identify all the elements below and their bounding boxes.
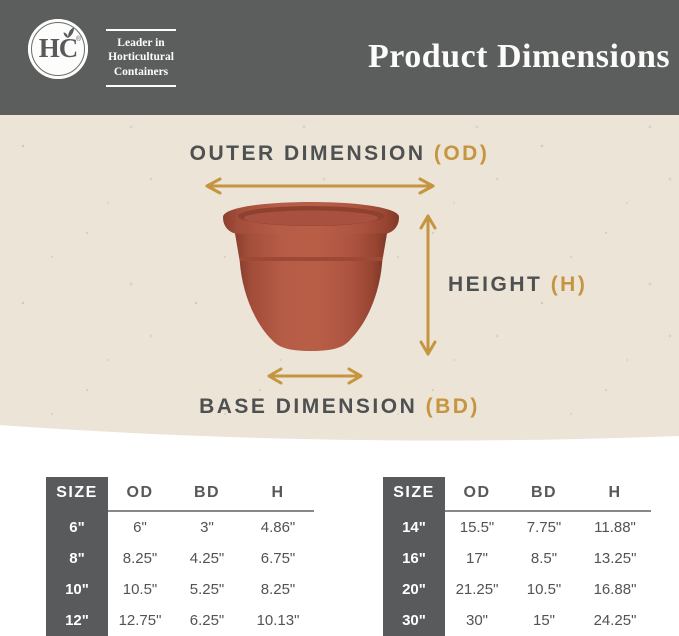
hc-logo [28, 19, 88, 79]
dimension-value-cell: 15" [532, 612, 555, 629]
dimension-value-cell: 4.86" [260, 519, 296, 536]
size-table-large [383, 477, 651, 636]
tagline-line: Horticultural [108, 51, 174, 64]
base-dimension-code: (BD) [425, 395, 480, 418]
outer-dimension-code: (OD) [433, 142, 490, 165]
dimension-value-cell: 15.5" [459, 519, 495, 536]
column-header-cell: BD [193, 484, 221, 501]
dimension-value-cell: 17" [465, 550, 488, 567]
dimension-value-cell: 10.5" [526, 581, 562, 598]
dimension-diagram [0, 115, 679, 450]
dimension-value-cell: 6.75" [260, 550, 296, 567]
header [0, 0, 679, 115]
page-title: Product Dimensions [368, 38, 671, 75]
dimension-value-cell: 11.88" [594, 519, 636, 536]
height-code: (H) [550, 273, 588, 296]
row-size-cell: 30" [383, 605, 445, 636]
row-size-cell: 20" [383, 574, 445, 605]
logo-tagline [101, 29, 181, 87]
dimension-value-cell: 13.25" [593, 550, 637, 567]
column-header-cell: OD [126, 484, 154, 501]
row-size-cell: 12" [46, 605, 108, 636]
row-size-cell: 16" [383, 543, 445, 574]
column-header-cell: H [271, 484, 285, 501]
base-dimension-label [0, 395, 679, 419]
base-dimension-arrow-icon [265, 367, 365, 385]
dimension-value-cell: 10.5" [122, 581, 158, 598]
outer-dimension-text: OUTER DIMENSION [189, 142, 426, 165]
column-header-cell: BD [530, 484, 558, 501]
dimension-value-cell: 30" [465, 612, 488, 629]
tagline-rule-bottom [106, 85, 176, 87]
size-header-cell: SIZE [46, 477, 108, 509]
dimension-value-cell: 16.88" [593, 581, 637, 598]
row-size-cell: 8" [46, 543, 108, 574]
height-text: HEIGHT [448, 273, 543, 296]
dimension-value-cell: 10.13" [256, 612, 300, 629]
registered-mark: ® [75, 36, 81, 43]
row-size-cell: 14" [383, 512, 445, 543]
column-header-cell: H [608, 484, 622, 501]
dimension-value-cell: 8.25" [122, 550, 158, 567]
planter-pot-illustration [222, 200, 400, 353]
dimension-value-cell: 12.75" [118, 612, 162, 629]
dimension-value-cell: 5.25" [189, 581, 225, 598]
dimension-value-cell: 8.25" [260, 581, 296, 598]
dimension-value-cell: 3" [200, 519, 214, 536]
tagline-rule-top [106, 29, 176, 31]
dimension-value-cell: 24.25" [593, 612, 637, 629]
dimension-value-cell: 21.25" [455, 581, 499, 598]
dimension-value-cell: 7.75" [526, 519, 562, 536]
outer-dimension-label [0, 142, 679, 166]
curved-section-edge [0, 418, 679, 450]
row-size-cell: 10" [46, 574, 108, 605]
base-dimension-text: BASE DIMENSION [199, 395, 418, 418]
outer-dimension-arrow-icon [203, 177, 437, 195]
logo-monogram: HC [38, 33, 78, 63]
size-table-small [46, 477, 314, 636]
dimension-value-cell: 4.25" [189, 550, 225, 567]
dimension-value-cell: 6.25" [189, 612, 225, 629]
height-label [448, 273, 587, 297]
dimension-value-cell: 6" [133, 519, 147, 536]
dimension-value-cell: 8.5" [530, 550, 558, 567]
row-size-cell: 6" [46, 512, 108, 543]
column-header-cell: OD [463, 484, 491, 501]
tagline-line: Containers [113, 66, 169, 79]
size-header-cell: SIZE [383, 477, 445, 509]
height-arrow-icon [419, 212, 437, 358]
tagline-line: Leader in [117, 36, 165, 49]
